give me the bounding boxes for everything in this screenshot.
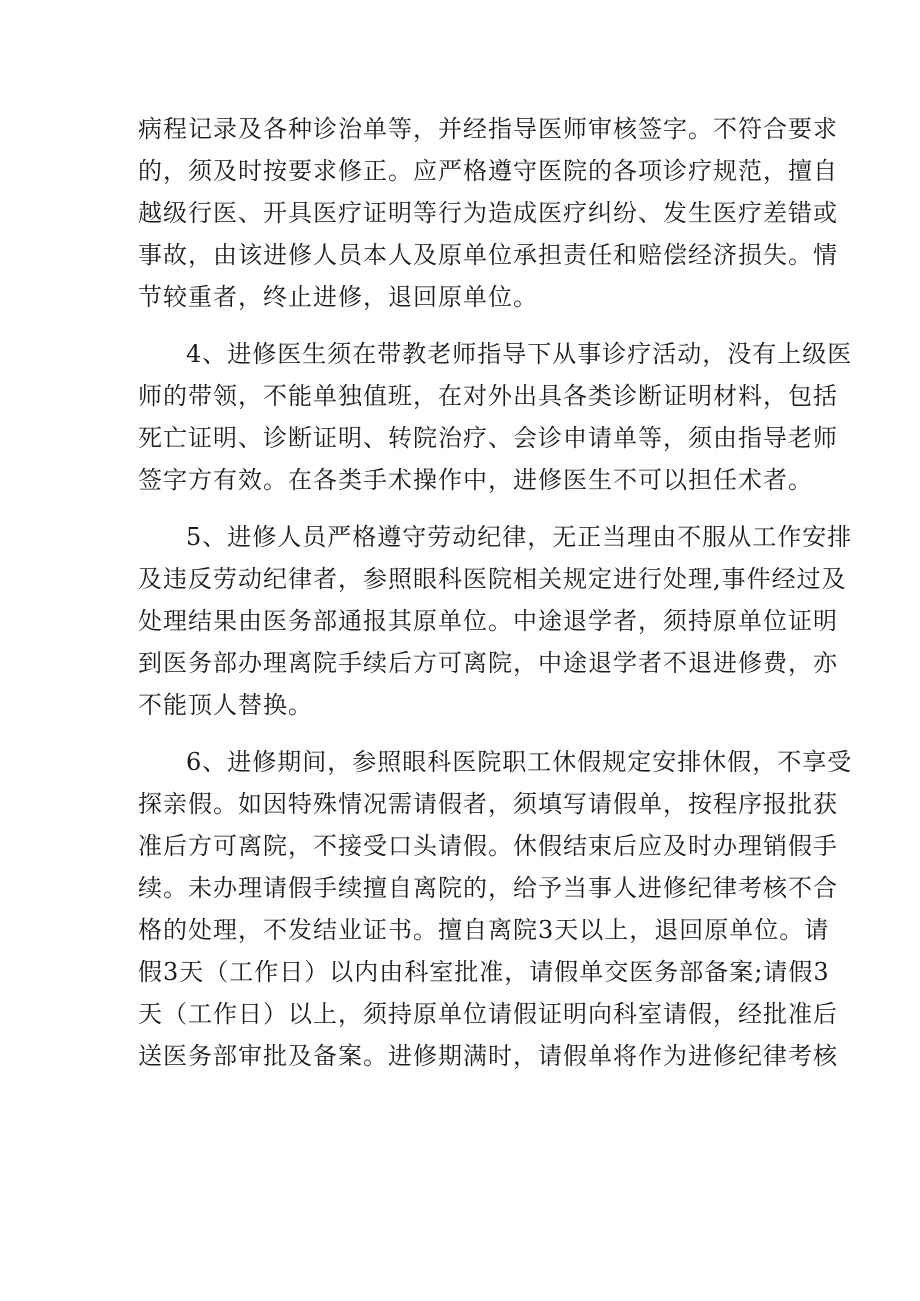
text-line: 准后方可离院，不接受口头请假。休假结束后应及时办理销假手	[138, 832, 838, 860]
paragraph-1	[138, 108, 838, 318]
text-line: 的，须及时按要求修正。应严格遵守医院的各项诊疗规范，擅自	[138, 157, 838, 185]
text-line: 节较重者，终止进修，退回原单位。	[138, 283, 538, 311]
paragraph-item-4	[138, 333, 853, 501]
text-line: 6、进修期间，参照眼科医院职工休假规定安排休假，不享受	[186, 748, 853, 776]
text-line: 探亲假。如因特殊情况需请假者，须填写请假单，按程序报批获	[138, 790, 838, 818]
text-line: 病程记录及各种诊治单等，并经指导医师审核签字。不符合要求	[138, 115, 838, 143]
text-line: 续。未办理请假手续擅自离院的，给予当事人进修纪律考核不合	[138, 874, 838, 902]
text-line: 事故，由该进修人员本人及原单位承担责任和赔偿经济损失。情	[138, 241, 838, 269]
text-line: 送医务部审批及备案。进修期满时，请假单将作为进修纪律考核	[138, 1042, 838, 1070]
text-line: 越级行医、开具医疗证明等行为造成医疗纠纷、发生医疗差错或	[138, 199, 838, 227]
text-line: 签字方有效。在各类手术操作中，进修医生不可以担任术者。	[138, 466, 813, 494]
text-line: 天（工作日）以上，须持原单位请假证明向科室请假，经批准后	[138, 1000, 838, 1028]
text-line: 死亡证明、诊断证明、转院治疗、会诊申请单等，须由指导老师	[138, 424, 838, 452]
text-line: 及违反劳动纪律者，参照眼科医院相关规定进行处理,事件经过及	[138, 565, 847, 593]
text-line: 4、进修医生须在带教老师指导下从事诊疗活动，没有上级医	[186, 340, 853, 368]
text-line: 5、进修人员严格遵守劳动纪律，无正当理由不服从工作安排	[186, 523, 853, 551]
text-line: 假3天（工作日）以内由科室批准，请假单交医务部备案;请假3	[138, 958, 830, 986]
text-line: 格的处理，不发结业证书。擅自离院3天以上，退回原单位。请	[138, 916, 830, 944]
text-line: 师的带领，不能单独值班，在对外出具各类诊断证明材料，包括	[138, 382, 838, 410]
paragraph-item-5	[138, 516, 853, 726]
text-line: 不能顶人替换。	[138, 691, 313, 719]
text-line: 到医务部办理离院手续后方可离院，中途退学者不退进修费，亦	[138, 649, 838, 677]
text-line: 处理结果由医务部通报其原单位。中途退学者，须持原单位证明	[138, 607, 838, 635]
paragraph-item-6	[138, 741, 853, 1077]
document-body	[138, 108, 853, 1077]
